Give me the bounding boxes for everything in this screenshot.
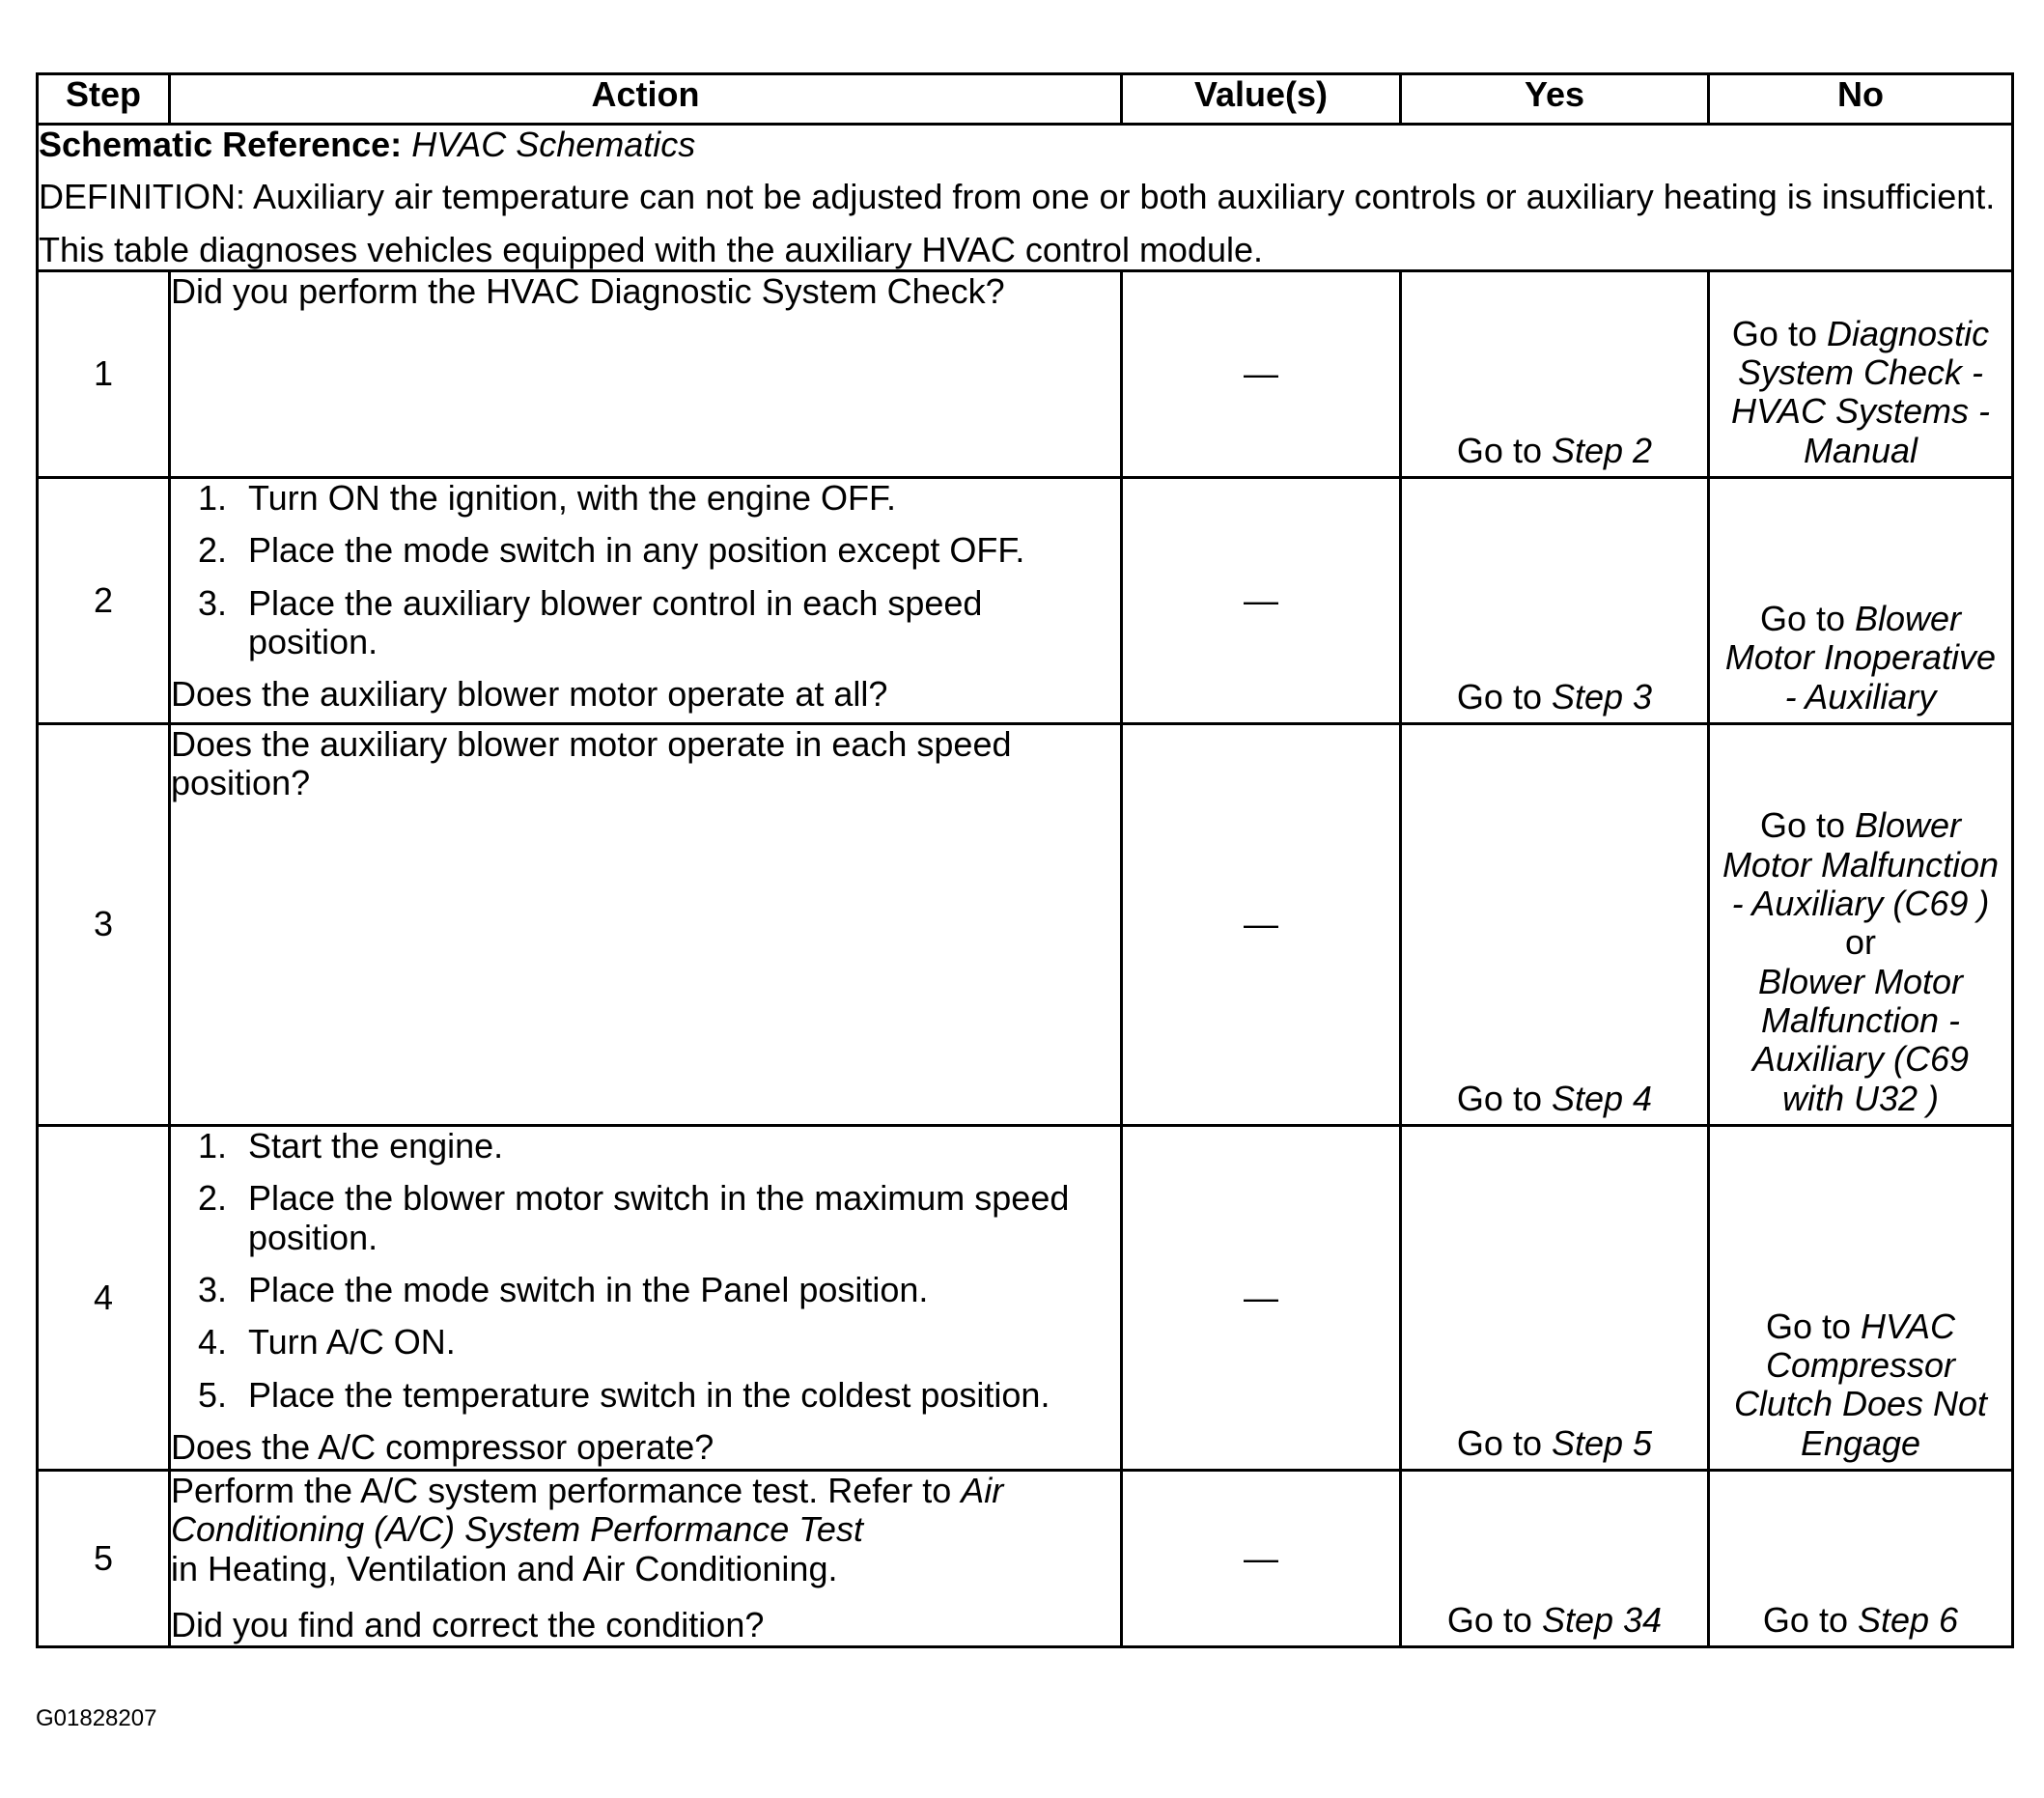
no-cell xyxy=(1709,723,2013,1125)
list-item xyxy=(171,1271,1120,1309)
list-number: 1. xyxy=(198,477,228,518)
yes-cell xyxy=(1401,477,1709,723)
table-row xyxy=(38,1470,2013,1646)
no-or: or xyxy=(1844,922,1876,963)
header-row xyxy=(38,74,2013,125)
list-text: Turn ON the ignition, with the engine OFF. xyxy=(248,477,896,518)
header-step: Step xyxy=(38,74,170,125)
no-prefix: Go to xyxy=(1759,805,1855,846)
list-text: Place the mode switch in the Panel position. xyxy=(248,1269,929,1309)
no-prefix: Go to xyxy=(1759,599,1855,638)
yes-prefix: Go to xyxy=(1456,676,1552,716)
perform-instruction xyxy=(171,1472,1120,1588)
action-cell xyxy=(170,723,1122,1125)
list-item xyxy=(171,1127,1120,1166)
yes-link[interactable]: Step 2 xyxy=(1551,430,1653,470)
no-prefix: Go to xyxy=(1765,1306,1861,1346)
list-number: 2. xyxy=(198,530,228,571)
list-item xyxy=(171,531,1120,570)
yes-prefix: Go to xyxy=(1456,430,1552,470)
list-item xyxy=(171,1179,1120,1257)
step-number: 1 xyxy=(38,270,170,477)
step-question: Did you find and correct the condition? xyxy=(171,1604,765,1644)
action-cell xyxy=(170,1470,1122,1646)
value-cell: — xyxy=(1122,270,1401,477)
header-action: Action xyxy=(170,74,1122,125)
step-question: Does the auxiliary blower motor operate in each speed position? xyxy=(171,723,1012,803)
list-text: Place the blower motor switch in the maximum speed position. xyxy=(248,1178,1070,1257)
procedure-list xyxy=(171,1127,1120,1415)
yes-prefix: Go to xyxy=(1456,1422,1552,1463)
list-number: 5. xyxy=(198,1374,228,1415)
list-text: Start the engine. xyxy=(248,1125,504,1166)
schematic-link[interactable]: HVAC Schematics xyxy=(411,125,696,164)
list-text: Place the mode switch in any position except OFF. xyxy=(248,530,1025,571)
table-row xyxy=(38,723,2013,1125)
list-item xyxy=(171,584,1120,662)
value-cell: — xyxy=(1122,723,1401,1125)
scope-text: This table diagnoses vehicles equipped with the auxiliary HVAC control module. xyxy=(39,229,1264,269)
table-row xyxy=(38,1125,2013,1470)
step-number: 2 xyxy=(38,477,170,723)
step-question: Does the A/C compressor operate? xyxy=(171,1426,714,1467)
list-text: Place the auxiliary blower control in each speed position. xyxy=(248,582,983,661)
schematic-reference xyxy=(39,126,2011,164)
value-cell: — xyxy=(1122,1470,1401,1646)
yes-link[interactable]: Step 4 xyxy=(1551,1078,1653,1118)
no-link[interactable]: Step 6 xyxy=(1857,1599,1959,1640)
list-text: Place the temperature switch in the coldest position. xyxy=(248,1374,1050,1415)
yes-prefix: Go to xyxy=(1456,1078,1552,1118)
intro-cell xyxy=(38,125,2013,271)
no-cell xyxy=(1709,477,2013,723)
schematic-label: Schematic Reference: xyxy=(39,125,403,164)
value-cell: — xyxy=(1122,477,1401,723)
list-item xyxy=(171,479,1120,518)
no-link[interactable]: HVAC Compressor Clutch Does Not Engage xyxy=(1733,1306,1988,1463)
step-number: 3 xyxy=(38,723,170,1125)
perform-suffix: in Heating, Ventilation and Air Conditioning. xyxy=(171,1548,838,1588)
table-row xyxy=(38,270,2013,477)
no-link-alt[interactable]: Blower Motor Malfunction - Auxiliary (C69 with U32 ) xyxy=(1751,961,1970,1118)
header-yes: Yes xyxy=(1401,74,1709,125)
perform-prefix: Perform the A/C system performance test. Refer to xyxy=(171,1470,962,1510)
action-cell xyxy=(170,1125,1122,1470)
yes-cell xyxy=(1401,270,1709,477)
value-cell: — xyxy=(1122,1125,1401,1470)
step-question: Does the auxiliary blower motor operate at all? xyxy=(171,674,888,715)
no-link[interactable]: Blower Motor Inoperative - Auxiliary xyxy=(1724,599,1997,716)
no-link[interactable]: Blower Motor Malfunction - Auxiliary (C69 ) xyxy=(1722,805,2000,924)
yes-cell xyxy=(1401,723,1709,1125)
no-link[interactable]: Diagnostic System Check - HVAC Systems - Manual xyxy=(1730,313,1991,470)
step-question: Did you perform the HVAC Diagnostic System Check? xyxy=(171,270,1005,311)
list-number: 2. xyxy=(198,1178,228,1219)
list-item xyxy=(171,1376,1120,1415)
list-number: 3. xyxy=(198,1269,228,1309)
procedure-list xyxy=(171,479,1120,661)
diagnostic-table xyxy=(36,72,2014,1648)
yes-cell xyxy=(1401,1470,1709,1646)
list-text: Turn A/C ON. xyxy=(248,1322,456,1363)
list-number: 3. xyxy=(198,582,228,623)
intro-row xyxy=(38,125,2013,271)
yes-link[interactable]: Step 34 xyxy=(1541,1599,1663,1640)
list-number: 4. xyxy=(198,1322,228,1363)
no-cell xyxy=(1709,1125,2013,1470)
step-number: 5 xyxy=(38,1470,170,1646)
no-cell xyxy=(1709,270,2013,477)
yes-prefix: Go to xyxy=(1446,1599,1542,1640)
no-cell xyxy=(1709,1470,2013,1646)
header-no: No xyxy=(1709,74,2013,125)
yes-link[interactable]: Step 3 xyxy=(1551,676,1653,716)
table-row xyxy=(38,477,2013,723)
figure-id: G01828207 xyxy=(36,1705,157,1731)
no-prefix: Go to xyxy=(1762,1599,1858,1640)
list-number: 1. xyxy=(198,1125,228,1166)
no-prefix: Go to xyxy=(1731,313,1827,353)
yes-link[interactable]: Step 5 xyxy=(1551,1422,1653,1463)
action-cell xyxy=(170,477,1122,723)
yes-cell xyxy=(1401,1125,1709,1470)
perform-link[interactable]: Air Conditioning (A/C) System Performance Test xyxy=(171,1470,1004,1550)
list-item xyxy=(171,1323,1120,1362)
action-cell xyxy=(170,270,1122,477)
step-number: 4 xyxy=(38,1125,170,1470)
definition-text: DEFINITION: Auxiliary air temperature can not be adjusted from one or both auxiliary controls or auxiliary heating is insufficient. xyxy=(39,177,1996,217)
header-values: Value(s) xyxy=(1122,74,1401,125)
